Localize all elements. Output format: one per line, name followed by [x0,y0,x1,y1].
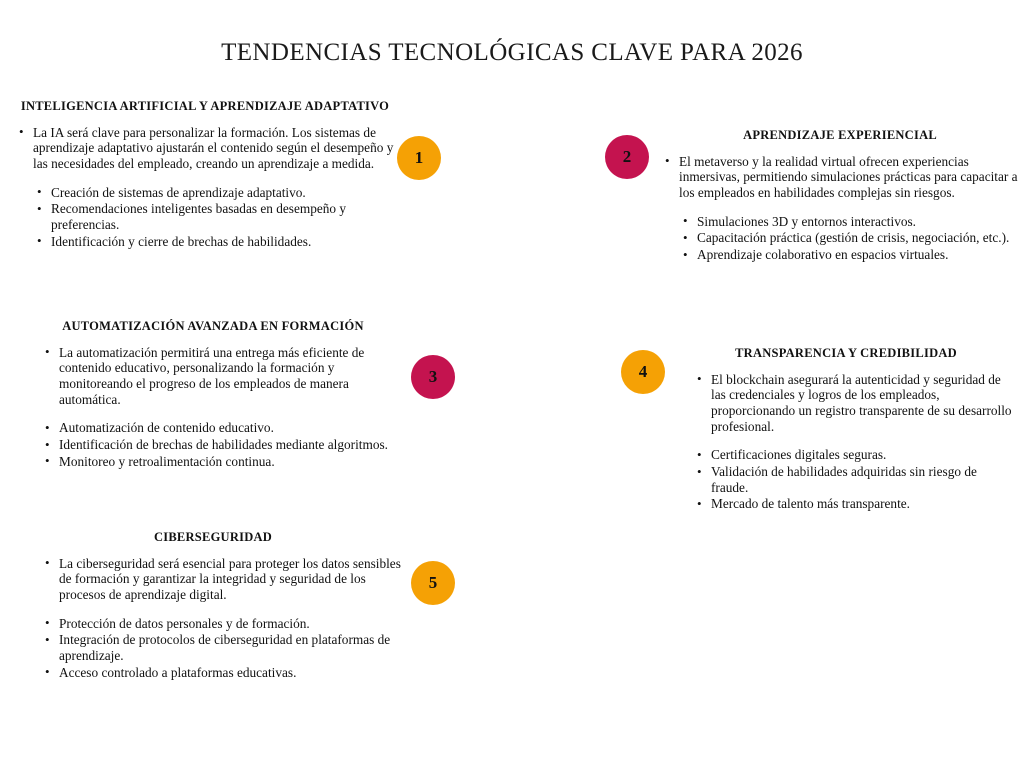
list-item: • Identificación y cierre de brechas de habilidades. [34,234,394,250]
page-title: TENDENCIAS TECNOLÓGICAS CLAVE PARA 2026 [221,38,803,66]
section-points-list [694,447,1016,512]
list-item: • Recomendaciones inteligentes basadas en desempeño y preferencias. [34,201,394,232]
list-item: • El blockchain asegurará la autenticidad y seguridad de las credenciales y logros de los empleados, proporcionando un registro transparente de su desarrollo profesional. [694,372,1016,435]
list-item: • Simulaciones 3D y entornos interactivos. [680,214,1018,230]
section-lead-list [694,372,1016,435]
section-points-list [34,185,394,250]
section-number-badge-5: 5 [411,561,455,605]
section-heading: INTELIGENCIA ARTIFICIAL Y APRENDIZAJE ADAPTATIVO [20,99,390,113]
trend-section-1 [16,99,394,250]
trend-section-2 [662,128,1018,264]
section-lead-list [662,154,1018,201]
list-item: • Integración de protocolos de ciberseguridad en plataformas de aprendizaje. [42,632,402,663]
section-number-badge-4: 4 [621,350,665,394]
section-number-badge-3: 3 [411,355,455,399]
section-points-list [680,214,1018,263]
trend-section-5 [24,530,402,681]
list-item: • Identificación de brechas de habilidades mediante algoritmos. [42,437,402,453]
list-item: • La IA será clave para personalizar la formación. Los sistemas de aprendizaje adaptativo ajustarán el contenido según el desempeño y las necesidades del empleado, creando un aprendizaje a medida. [16,125,394,172]
list-item: • Mercado de talento más transparente. [694,496,1016,512]
list-item: • Aprendizaje colaborativo en espacios virtuales. [680,247,1018,263]
list-item: • Acceso controlado a plataformas educativas. [42,665,402,681]
section-lead-list [16,125,394,172]
list-item: • Monitoreo y retroalimentación continua. [42,454,402,470]
list-item: • Automatización de contenido educativo. [42,420,402,436]
section-number-badge-2: 2 [605,135,649,179]
section-heading: AUTOMATIZACIÓN AVANZADA EN FORMACIÓN [62,319,364,333]
section-heading: TRANSPARENCIA Y CREDIBILIDAD [735,346,957,360]
section-number-badge-1: 1 [397,136,441,180]
list-item: • Protección de datos personales y de formación. [42,616,402,632]
section-points-list [42,420,402,469]
list-item: • Creación de sistemas de aprendizaje adaptativo. [34,185,394,201]
list-item: • Validación de habilidades adquiridas sin riesgo de fraude. [694,464,1016,495]
trend-section-3 [24,319,402,470]
section-heading: CIBERSEGURIDAD [153,530,273,544]
list-item: • La automatización permitirá una entrega más eficiente de contenido educativo, personalizando la formación y monitoreando el progreso de los empleados de manera automática. [42,345,402,408]
trend-section-4 [676,346,1016,513]
list-item: • La ciberseguridad será esencial para proteger los datos sensibles de formación y garantizar la integridad y seguridad de los procesos de aprendizaje digital. [42,556,402,603]
list-item: • El metaverso y la realidad virtual ofrecen experiencias inmersivas, permitiendo simulaciones prácticas para capacitar a los empleados en habilidades complejas sin riesgos. [662,154,1018,201]
list-item: • Certificaciones digitales seguras. [694,447,1016,463]
section-lead-list [42,345,402,408]
section-heading: APRENDIZAJE EXPERIENCIAL [743,128,937,142]
list-item: • Capacitación práctica (gestión de crisis, negociación, etc.). [680,230,1018,246]
section-lead-list [42,556,402,603]
section-points-list [42,616,402,681]
